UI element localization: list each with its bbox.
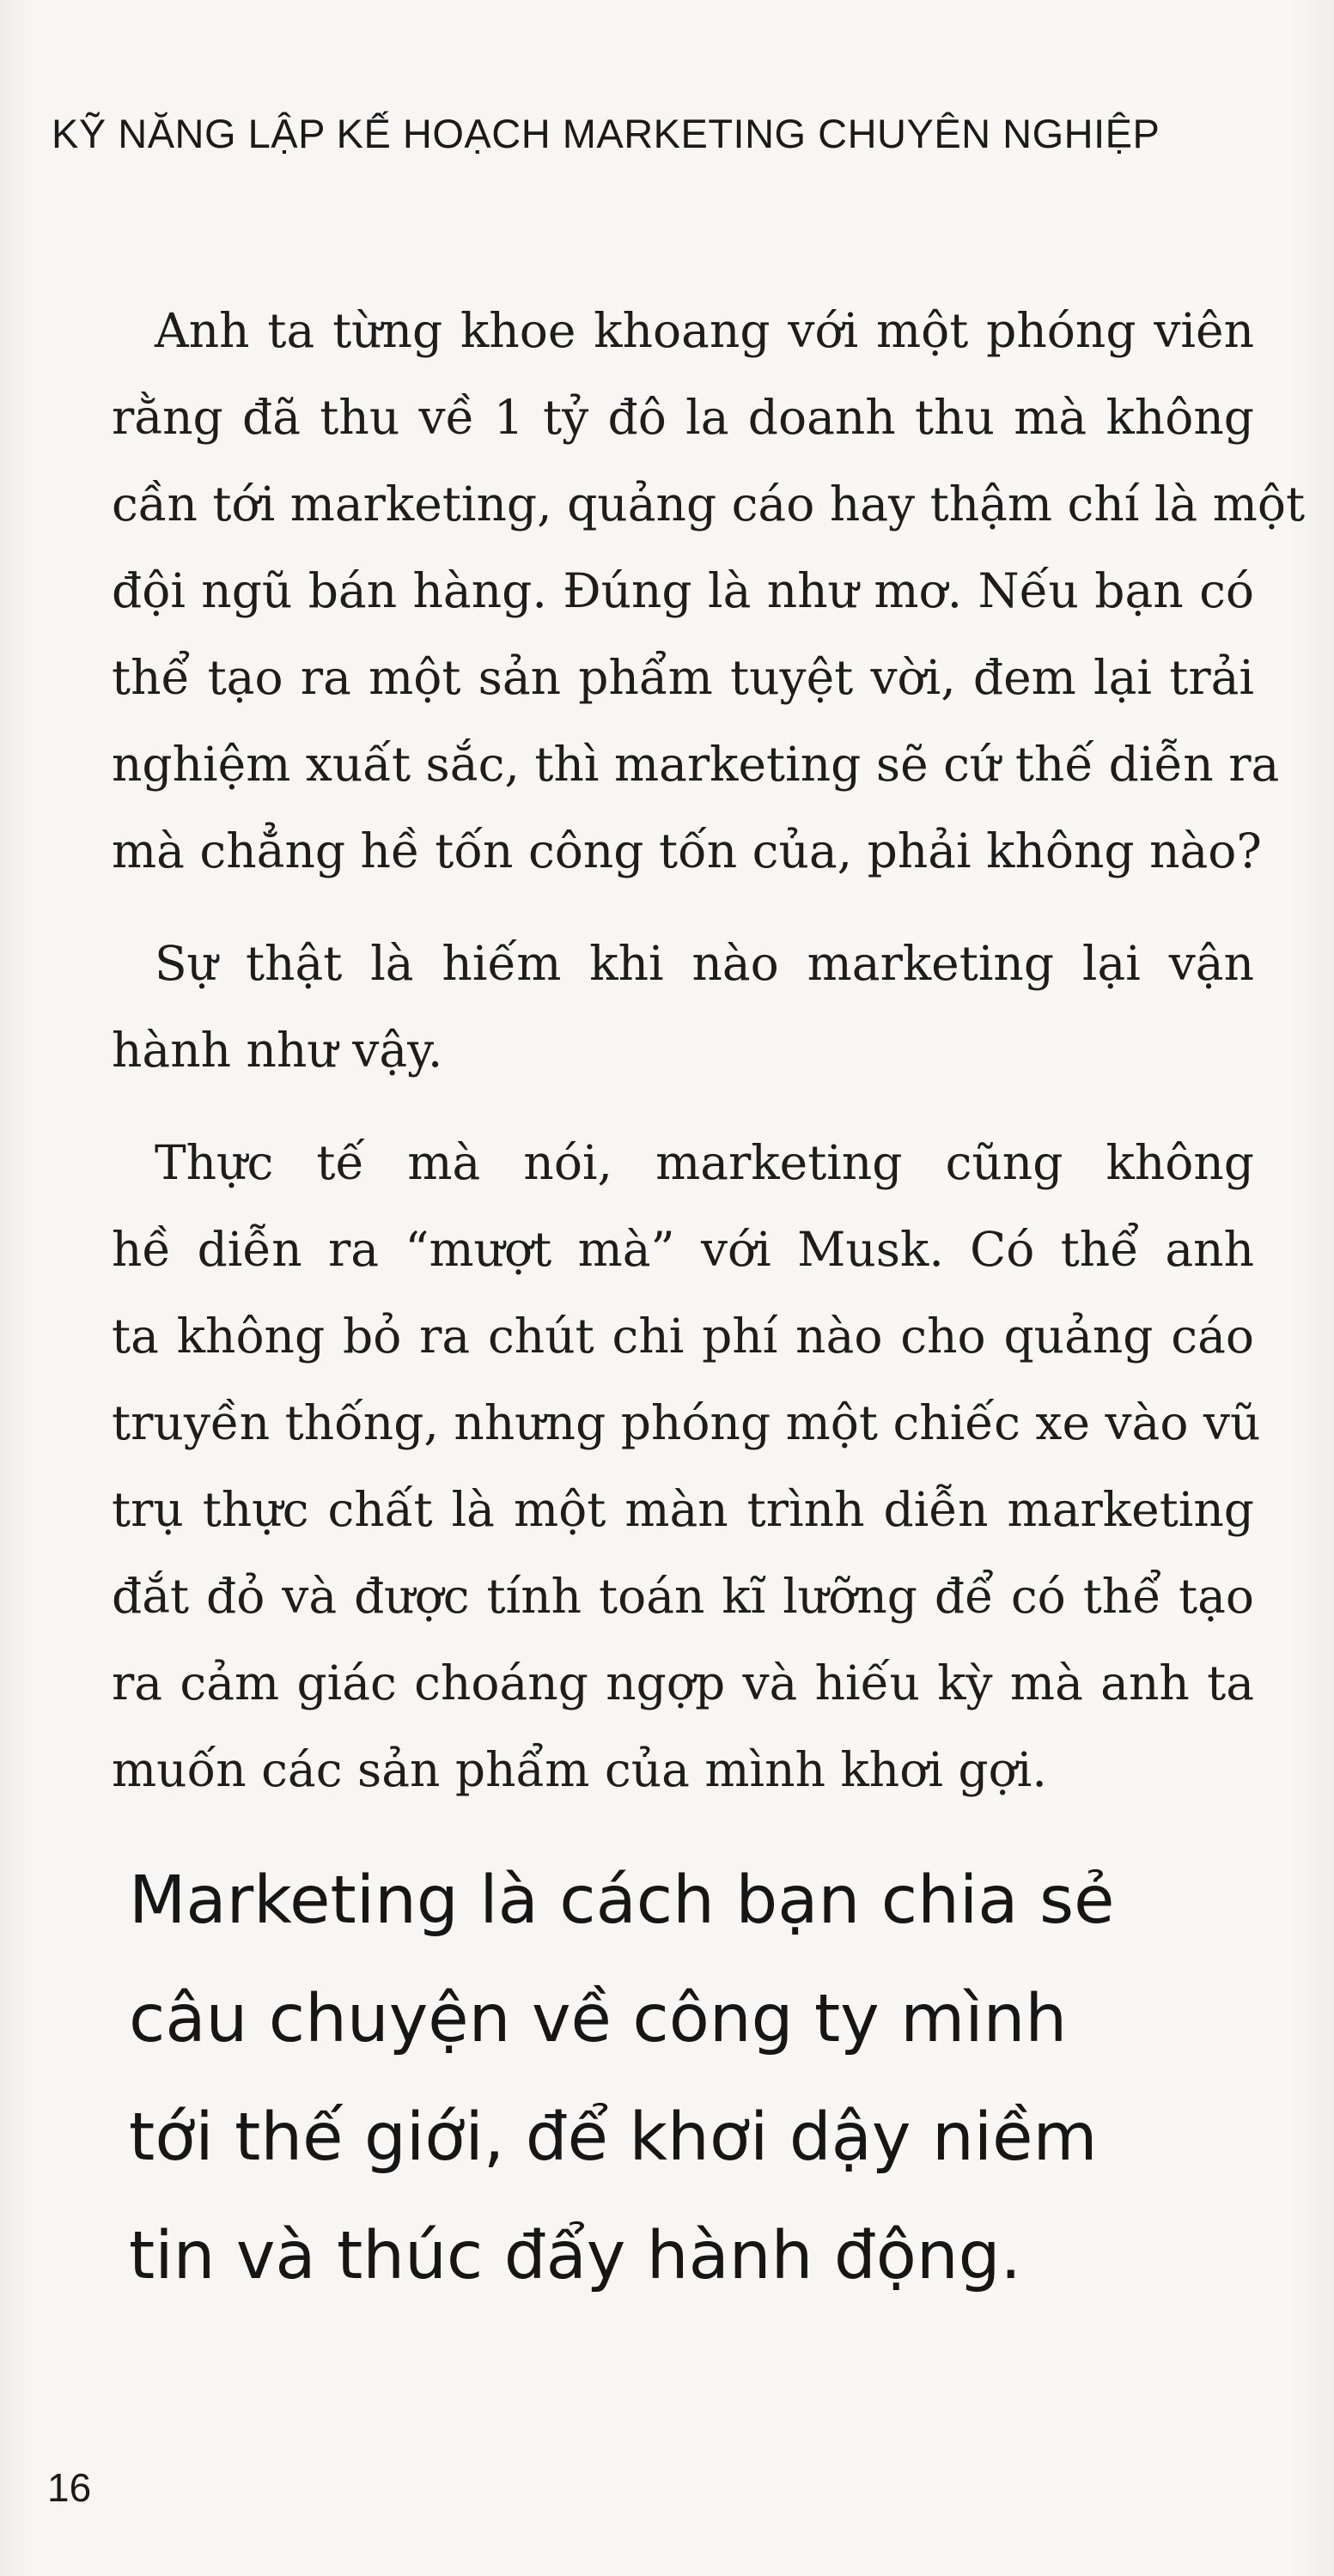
text-line: mà chẳng hề tốn công tốn của, phải không nào? xyxy=(112,823,1262,878)
running-head: KỸ NĂNG LẬP KẾ HOẠCH MARKETING CHUYÊN NGHIỆP xyxy=(52,111,1160,156)
paragraph-1 xyxy=(112,288,1306,895)
page-number: 16 xyxy=(47,2465,92,2510)
text-line: đắt đỏ và được tính toán kĩ lưỡng để có thể tạo xyxy=(112,1569,1254,1624)
pull-quote-line: tới thế giới, để khơi dậy niềm xyxy=(129,2099,1098,2176)
text-line: nghiệm xuất sắc, thì marketing sẽ cứ thế diễn ra xyxy=(112,737,1280,792)
pull-quote-line: câu chuyện về công ty mình xyxy=(129,1981,1068,2057)
paragraph-3 xyxy=(112,1120,1261,1814)
text-line: Anh ta từng khoe khoang với một phóng viên xyxy=(155,303,1254,358)
pull-quote-line: tin và thúc đẩy hành động. xyxy=(129,2218,1022,2294)
text-line: thể tạo ra một sản phẩm tuyệt vời, đem lại trải xyxy=(112,650,1254,705)
text-line: hề diễn ra “mượt mà” với Musk. Có thể anh xyxy=(112,1222,1254,1277)
text-line: đội ngũ bán hàng. Đúng là như mơ. Nếu bạn có xyxy=(112,563,1254,618)
text-line: ra cảm giác choáng ngợp và hiếu kỳ mà anh ta xyxy=(112,1656,1254,1710)
text-line: muốn các sản phẩm của mình khơi gợi. xyxy=(112,1742,1047,1797)
text-line: rằng đã thu về 1 tỷ đô la doanh thu mà không xyxy=(112,390,1254,445)
paragraph-2 xyxy=(112,920,1254,1094)
text-line: cần tới marketing, quảng cáo hay thậm chí là một xyxy=(112,477,1306,532)
text-line: truyền thống, nhưng phóng một chiếc xe vào vũ xyxy=(112,1395,1261,1450)
text-line: Thực tế mà nói, marketing cũng không xyxy=(155,1135,1254,1190)
pull-quote xyxy=(129,1842,1203,2316)
text-line: Sự thật là hiếm khi nào marketing lại vận xyxy=(155,936,1254,991)
body-text xyxy=(112,288,1306,1814)
text-line: hành như vậy. xyxy=(112,1023,443,1078)
pull-quote-line: Marketing là cách bạn chia sẻ xyxy=(129,1862,1115,1939)
text-line: ta không bỏ ra chút chi phí nào cho quảng cáo xyxy=(112,1309,1254,1364)
text-line: trụ thực chất là một màn trình diễn marketing xyxy=(112,1482,1254,1537)
